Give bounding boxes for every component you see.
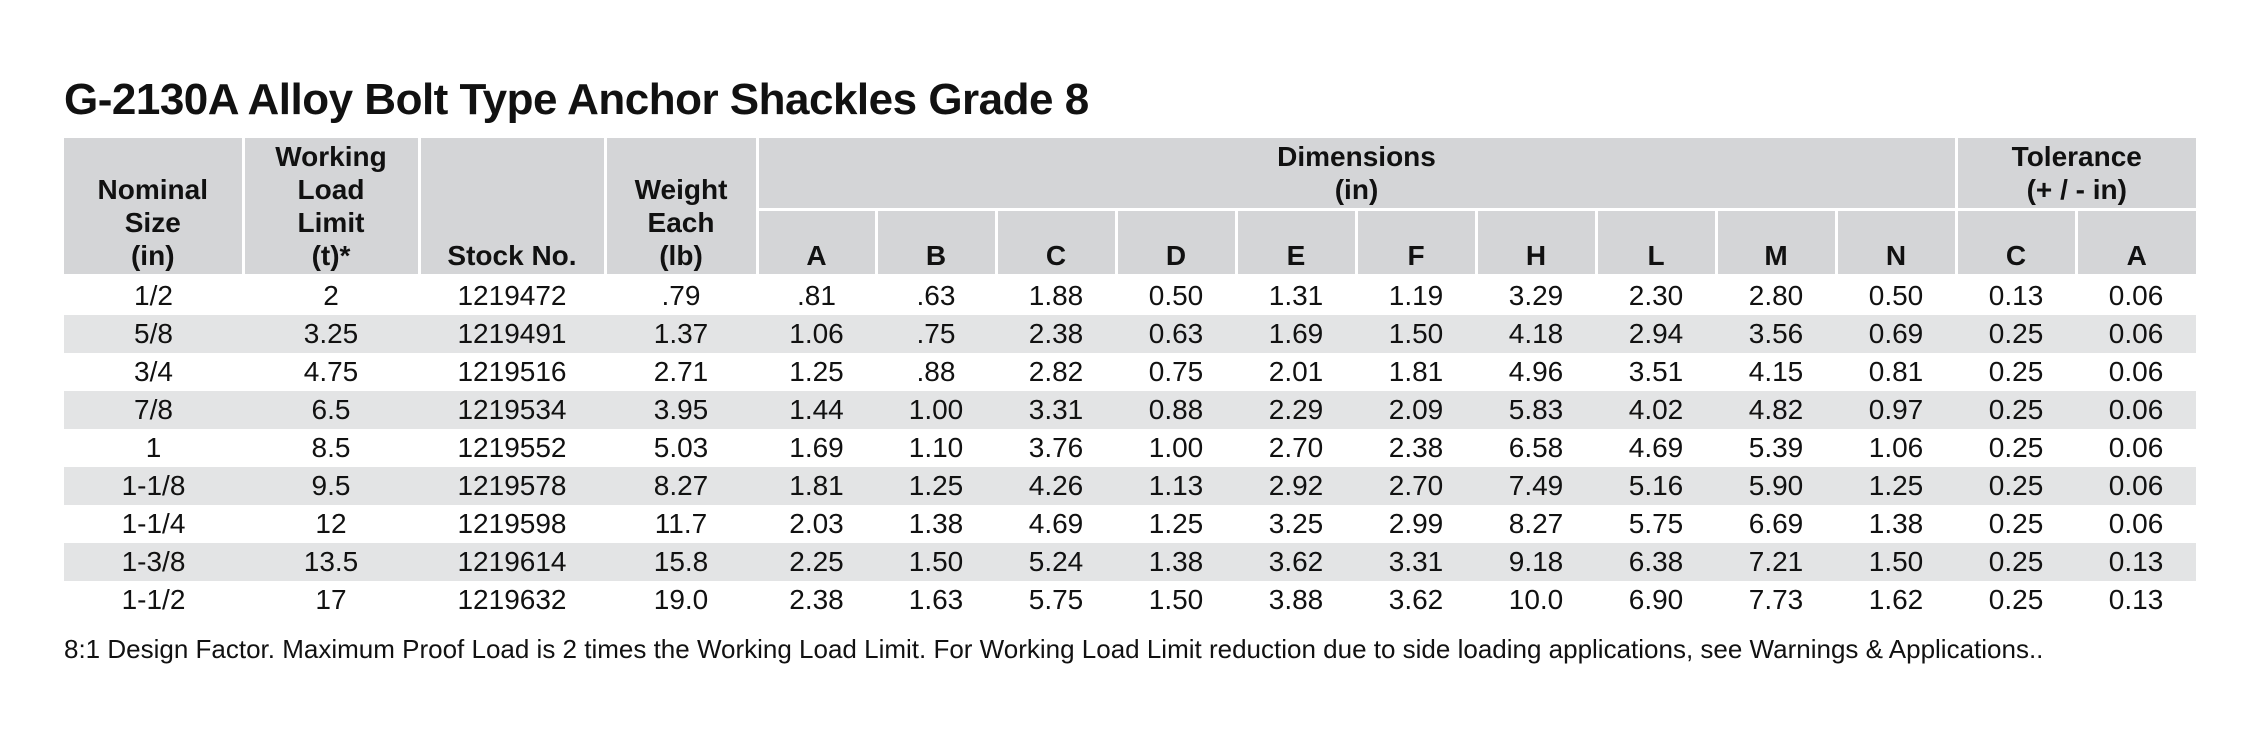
- cell-weight-each: 15.8: [605, 543, 757, 581]
- cell-tol-c: 0.25: [1956, 353, 2076, 391]
- cell-dim-e: 2.92: [1236, 467, 1356, 505]
- cell-nominal-size: 1: [64, 429, 243, 467]
- cell-stock-no: 1219578: [419, 467, 605, 505]
- header-tolerance-group: Tolerance (+ / - in): [1956, 138, 2196, 210]
- cell-dim-l: 3.51: [1596, 353, 1716, 391]
- cell-stock-no: 1219472: [419, 276, 605, 316]
- cell-nominal-size: 1-1/8: [64, 467, 243, 505]
- cell-dim-f: 3.62: [1356, 581, 1476, 619]
- cell-dim-m: 4.82: [1716, 391, 1836, 429]
- header-dim-l: L: [1596, 210, 1716, 276]
- cell-dim-n: 0.97: [1836, 391, 1956, 429]
- cell-dim-f: 2.09: [1356, 391, 1476, 429]
- cell-working-load-limit: 4.75: [243, 353, 419, 391]
- header-dim-m: M: [1716, 210, 1836, 276]
- cell-tol-c: 0.25: [1956, 467, 2076, 505]
- cell-stock-no: 1219491: [419, 315, 605, 353]
- cell-tol-a: 0.13: [2076, 543, 2196, 581]
- cell-weight-each: 2.71: [605, 353, 757, 391]
- cell-weight-each: 8.27: [605, 467, 757, 505]
- cell-dim-c: 2.38: [996, 315, 1116, 353]
- cell-weight-each: 11.7: [605, 505, 757, 543]
- cell-working-load-limit: 8.5: [243, 429, 419, 467]
- header-dim-e: E: [1236, 210, 1356, 276]
- header-dim-f: F: [1356, 210, 1476, 276]
- cell-nominal-size: 7/8: [64, 391, 243, 429]
- cell-dim-c: 5.75: [996, 581, 1116, 619]
- cell-dim-n: 0.81: [1836, 353, 1956, 391]
- cell-dim-b: .88: [876, 353, 996, 391]
- header-dim-n: N: [1836, 210, 1956, 276]
- header-tol-c: C: [1956, 210, 2076, 276]
- table-row: [64, 315, 2196, 353]
- cell-dim-m: 6.69: [1716, 505, 1836, 543]
- cell-dim-b: 1.38: [876, 505, 996, 543]
- cell-working-load-limit: 3.25: [243, 315, 419, 353]
- cell-dim-b: 1.50: [876, 543, 996, 581]
- cell-working-load-limit: 12: [243, 505, 419, 543]
- header-dimensions-group: Dimensions (in): [757, 138, 1956, 210]
- cell-dim-c: 4.69: [996, 505, 1116, 543]
- cell-dim-b: 1.10: [876, 429, 996, 467]
- cell-dim-h: 9.18: [1476, 543, 1596, 581]
- cell-dim-n: 1.62: [1836, 581, 1956, 619]
- cell-dim-a: 1.25: [757, 353, 876, 391]
- cell-weight-each: 5.03: [605, 429, 757, 467]
- cell-dim-a: 1.81: [757, 467, 876, 505]
- cell-dim-b: 1.00: [876, 391, 996, 429]
- cell-tol-c: 0.25: [1956, 505, 2076, 543]
- cell-stock-no: 1219614: [419, 543, 605, 581]
- cell-dim-h: 4.18: [1476, 315, 1596, 353]
- cell-dim-c: 4.26: [996, 467, 1116, 505]
- table-row: [64, 276, 2196, 316]
- cell-dim-l: 2.94: [1596, 315, 1716, 353]
- cell-working-load-limit: 9.5: [243, 467, 419, 505]
- cell-dim-c: 5.24: [996, 543, 1116, 581]
- cell-dim-d: 0.63: [1116, 315, 1236, 353]
- cell-dim-f: 2.38: [1356, 429, 1476, 467]
- cell-dim-a: 1.44: [757, 391, 876, 429]
- table-row: [64, 391, 2196, 429]
- cell-dim-f: 1.81: [1356, 353, 1476, 391]
- cell-dim-d: 0.75: [1116, 353, 1236, 391]
- cell-nominal-size: 1/2: [64, 276, 243, 316]
- table-row: [64, 467, 2196, 505]
- cell-dim-l: 4.69: [1596, 429, 1716, 467]
- cell-stock-no: 1219598: [419, 505, 605, 543]
- cell-dim-f: 3.31: [1356, 543, 1476, 581]
- cell-tol-a: 0.06: [2076, 315, 2196, 353]
- cell-nominal-size: 1-1/4: [64, 505, 243, 543]
- cell-working-load-limit: 6.5: [243, 391, 419, 429]
- cell-dim-f: 2.99: [1356, 505, 1476, 543]
- cell-dim-e: 3.88: [1236, 581, 1356, 619]
- cell-tol-c: 0.25: [1956, 581, 2076, 619]
- cell-dim-m: 3.56: [1716, 315, 1836, 353]
- cell-dim-h: 5.83: [1476, 391, 1596, 429]
- cell-dim-a: 2.03: [757, 505, 876, 543]
- cell-dim-l: 2.30: [1596, 276, 1716, 316]
- cell-dim-a: .81: [757, 276, 876, 316]
- cell-nominal-size: 1-3/8: [64, 543, 243, 581]
- cell-tol-c: 0.25: [1956, 543, 2076, 581]
- cell-dim-h: 8.27: [1476, 505, 1596, 543]
- cell-dim-l: 4.02: [1596, 391, 1716, 429]
- cell-dim-b: .75: [876, 315, 996, 353]
- cell-working-load-limit: 13.5: [243, 543, 419, 581]
- cell-dim-n: 0.69: [1836, 315, 1956, 353]
- cell-dim-n: 0.50: [1836, 276, 1956, 316]
- header-dim-d: D: [1116, 210, 1236, 276]
- cell-tol-a: 0.06: [2076, 467, 2196, 505]
- cell-dim-h: 6.58: [1476, 429, 1596, 467]
- cell-dim-d: 1.38: [1116, 543, 1236, 581]
- cell-stock-no: 1219534: [419, 391, 605, 429]
- cell-stock-no: 1219632: [419, 581, 605, 619]
- header-stock-no: Stock No.: [419, 138, 605, 276]
- cell-tol-a: 0.06: [2076, 429, 2196, 467]
- cell-dim-m: 5.90: [1716, 467, 1836, 505]
- cell-tol-a: 0.06: [2076, 353, 2196, 391]
- cell-nominal-size: 1-1/2: [64, 581, 243, 619]
- header-dim-c: C: [996, 210, 1116, 276]
- cell-dim-f: 1.19: [1356, 276, 1476, 316]
- cell-dim-e: 3.62: [1236, 543, 1356, 581]
- cell-nominal-size: 5/8: [64, 315, 243, 353]
- cell-dim-l: 5.16: [1596, 467, 1716, 505]
- cell-dim-n: 1.06: [1836, 429, 1956, 467]
- cell-dim-d: 0.88: [1116, 391, 1236, 429]
- cell-dim-e: 2.70: [1236, 429, 1356, 467]
- cell-dim-c: 3.31: [996, 391, 1116, 429]
- page-title: G-2130A Alloy Bolt Type Anchor Shackles Grade 8: [64, 75, 1089, 124]
- table-body: [64, 276, 2196, 620]
- cell-dim-b: .63: [876, 276, 996, 316]
- cell-weight-each: .79: [605, 276, 757, 316]
- cell-dim-h: 3.29: [1476, 276, 1596, 316]
- cell-stock-no: 1219516: [419, 353, 605, 391]
- cell-dim-c: 2.82: [996, 353, 1116, 391]
- cell-tol-a: 0.06: [2076, 505, 2196, 543]
- cell-dim-l: 5.75: [1596, 505, 1716, 543]
- cell-dim-f: 2.70: [1356, 467, 1476, 505]
- header-working-load-limit: Working Load Limit (t)*: [243, 138, 419, 276]
- cell-nominal-size: 3/4: [64, 353, 243, 391]
- cell-dim-c: 3.76: [996, 429, 1116, 467]
- cell-dim-e: 1.31: [1236, 276, 1356, 316]
- table-row: [64, 543, 2196, 581]
- header-weight-each: Weight Each (lb): [605, 138, 757, 276]
- cell-working-load-limit: 17: [243, 581, 419, 619]
- table-row: [64, 429, 2196, 467]
- table-row: [64, 505, 2196, 543]
- cell-dim-n: 1.50: [1836, 543, 1956, 581]
- header-dim-h: H: [1476, 210, 1596, 276]
- cell-dim-m: 5.39: [1716, 429, 1836, 467]
- header-dim-b: B: [876, 210, 996, 276]
- cell-dim-f: 1.50: [1356, 315, 1476, 353]
- header-tol-a: A: [2076, 210, 2196, 276]
- cell-dim-c: 1.88: [996, 276, 1116, 316]
- cell-dim-m: 7.21: [1716, 543, 1836, 581]
- cell-weight-each: 3.95: [605, 391, 757, 429]
- cell-dim-h: 10.0: [1476, 581, 1596, 619]
- cell-dim-d: 1.00: [1116, 429, 1236, 467]
- table-header: [64, 138, 2196, 276]
- cell-dim-n: 1.38: [1836, 505, 1956, 543]
- cell-dim-d: 0.50: [1116, 276, 1236, 316]
- table-row: [64, 581, 2196, 619]
- cell-dim-m: 7.73: [1716, 581, 1836, 619]
- cell-tol-a: 0.06: [2076, 391, 2196, 429]
- cell-dim-b: 1.63: [876, 581, 996, 619]
- cell-working-load-limit: 2: [243, 276, 419, 316]
- cell-dim-b: 1.25: [876, 467, 996, 505]
- cell-dim-l: 6.38: [1596, 543, 1716, 581]
- cell-tol-a: 0.06: [2076, 276, 2196, 316]
- cell-dim-m: 4.15: [1716, 353, 1836, 391]
- footnote: 8:1 Design Factor. Maximum Proof Load is 2 times the Working Load Limit. For Working Load Limit reduction due to side loading applications, see Warnings & Applications..: [64, 634, 2044, 664]
- cell-dim-d: 1.25: [1116, 505, 1236, 543]
- header-nominal-size: Nominal Size (in): [64, 138, 243, 276]
- cell-dim-n: 1.25: [1836, 467, 1956, 505]
- cell-tol-a: 0.13: [2076, 581, 2196, 619]
- table-row: [64, 353, 2196, 391]
- cell-dim-e: 1.69: [1236, 315, 1356, 353]
- cell-dim-a: 2.25: [757, 543, 876, 581]
- cell-dim-a: 2.38: [757, 581, 876, 619]
- cell-dim-a: 1.69: [757, 429, 876, 467]
- cell-dim-e: 2.29: [1236, 391, 1356, 429]
- header-dim-a: A: [757, 210, 876, 276]
- cell-tol-c: 0.13: [1956, 276, 2076, 316]
- cell-stock-no: 1219552: [419, 429, 605, 467]
- shackle-spec-table: [64, 138, 2196, 619]
- cell-dim-e: 2.01: [1236, 353, 1356, 391]
- cell-dim-h: 4.96: [1476, 353, 1596, 391]
- cell-dim-d: 1.13: [1116, 467, 1236, 505]
- cell-weight-each: 1.37: [605, 315, 757, 353]
- cell-dim-h: 7.49: [1476, 467, 1596, 505]
- cell-dim-e: 3.25: [1236, 505, 1356, 543]
- cell-weight-each: 19.0: [605, 581, 757, 619]
- cell-dim-a: 1.06: [757, 315, 876, 353]
- cell-tol-c: 0.25: [1956, 391, 2076, 429]
- cell-tol-c: 0.25: [1956, 429, 2076, 467]
- cell-tol-c: 0.25: [1956, 315, 2076, 353]
- cell-dim-l: 6.90: [1596, 581, 1716, 619]
- cell-dim-m: 2.80: [1716, 276, 1836, 316]
- cell-dim-d: 1.50: [1116, 581, 1236, 619]
